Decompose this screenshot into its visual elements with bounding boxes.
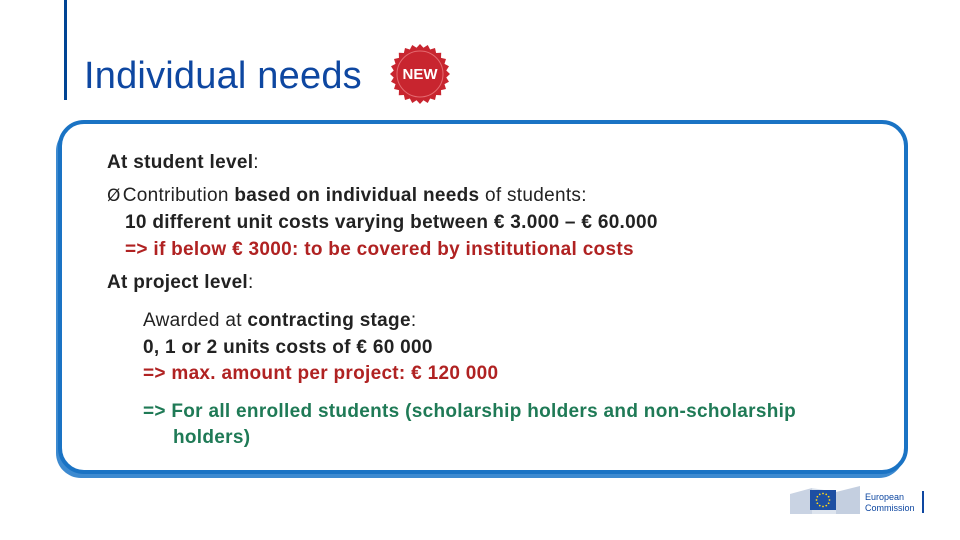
new-badge-icon: [388, 42, 452, 106]
max-amount-note: => max. amount per project: € 120 000: [143, 363, 499, 384]
below-threshold-note: => if below € 3000: to be covered by institutional costs: [125, 239, 634, 260]
eu-star: [816, 496, 818, 498]
project-level-heading: At project level:: [107, 272, 254, 293]
all-students-note-line2: holders): [173, 427, 251, 448]
eu-star: [825, 493, 827, 495]
logo-divider: [922, 491, 924, 513]
eu-star: [829, 499, 831, 501]
logo-text-line1: European: [865, 492, 905, 502]
eu-star: [825, 505, 827, 507]
unit-costs-text: 10 different unit costs varying between € 3.000 – € 60.000: [125, 212, 658, 233]
eu-star: [819, 505, 821, 507]
student-level-heading: At student level:: [107, 152, 259, 173]
contribution-bullet: Ø Contribution based on individual needs of students:: [107, 185, 587, 206]
all-students-note-line1: => For all enrolled students (scholarship holders and non-scholarship: [143, 401, 797, 422]
eu-star: [822, 506, 824, 508]
eu-star: [819, 493, 821, 495]
eu-star: [816, 502, 818, 504]
eu-star: [828, 496, 830, 498]
new-badge-label: NEW: [402, 66, 438, 83]
eu-star: [816, 499, 818, 501]
eu-star: [822, 493, 824, 495]
logo-text-line2: Commission: [865, 503, 915, 513]
arrow-bullet-icon: Ø: [107, 186, 121, 206]
title-accent-bar: [64, 0, 67, 100]
units-text: 0, 1 or 2 units costs of € 60 000: [143, 337, 433, 358]
eu-star: [828, 502, 830, 504]
awarded-text: Awarded at contracting stage:: [143, 310, 417, 331]
page-title: Individual needs: [84, 55, 362, 97]
